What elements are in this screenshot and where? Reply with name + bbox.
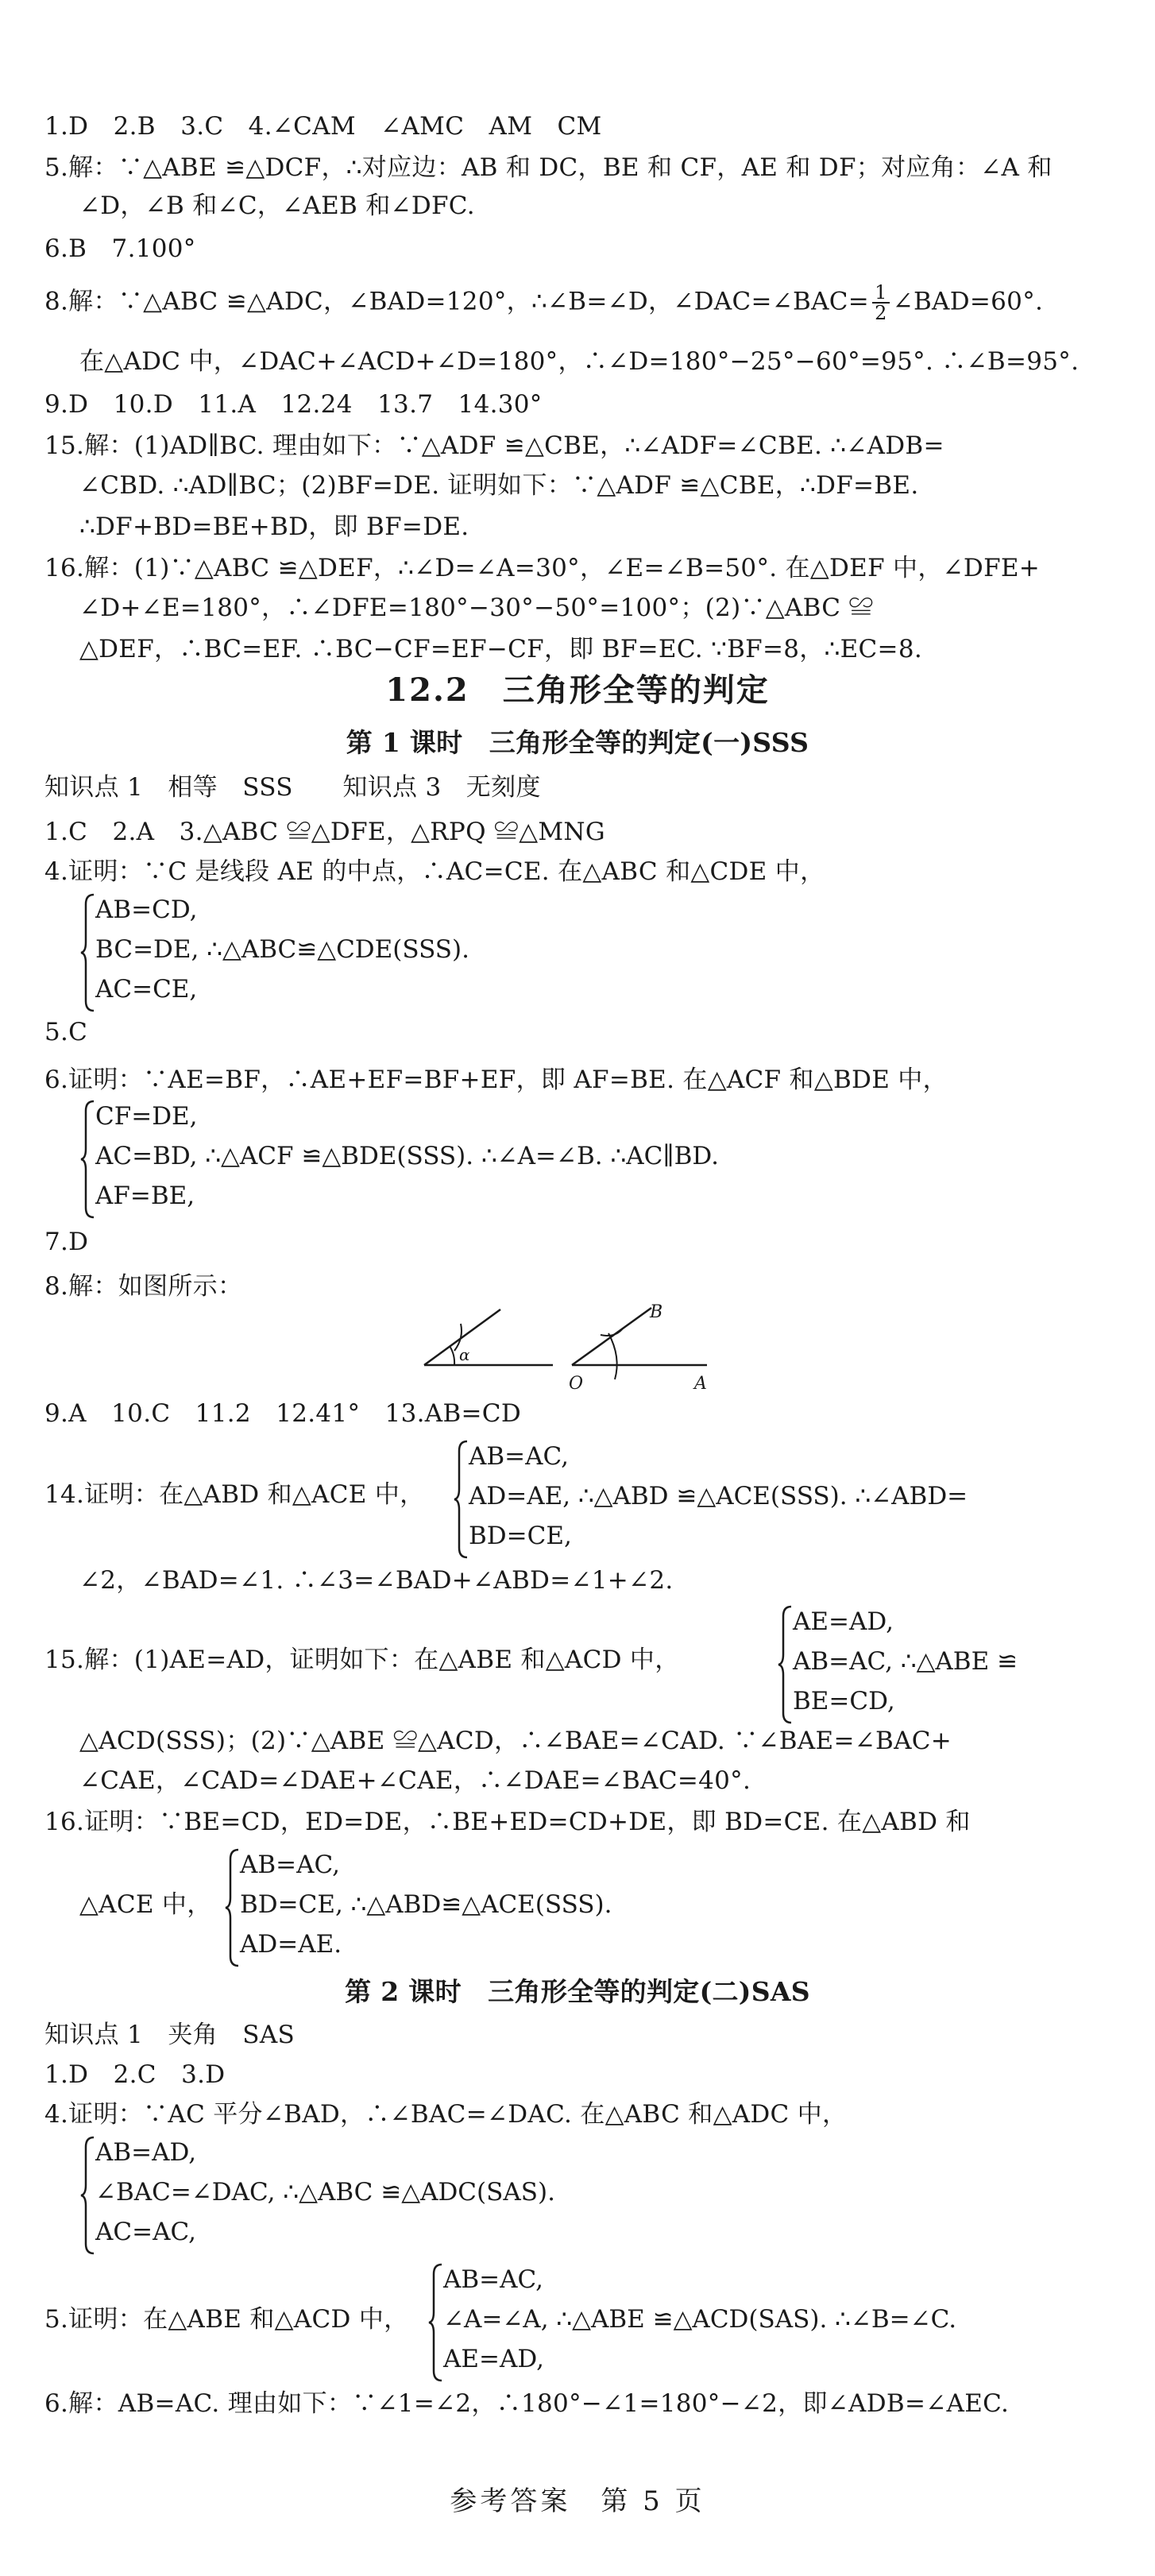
text-line: ∠D+∠E=180°，∴∠DFE=180°−30°−50°=100°；(2)∵△ABC ≌ [79, 594, 874, 622]
point-O-label: O [569, 1374, 584, 1394]
brace-icon [79, 1100, 97, 1219]
text-line: 7.D [44, 1228, 89, 1256]
knowledge-points: 知识点 1 相等 SSS 知识点 3 无刻度 [44, 773, 541, 802]
point-A-label: A [694, 1374, 707, 1394]
text-line: △ACD(SSS)；(2)∵△ABE ≌△ACD，∴∠BAE=∠CAD. ∵∠BAE=∠BAC+ [79, 1727, 952, 1755]
text-line: 9.D 10.D 11.A 12.24 13.7 14.30° [44, 390, 543, 419]
text-line: 4.证明：∵AC 平分∠BAD，∴∠BAC=∠DAC. 在△ABC 和△ADC 中， [44, 2100, 848, 2129]
text-line: 5.C [44, 1018, 88, 1046]
fraction-numerator: 1 [872, 283, 890, 304]
text-line: 8.解：如图所示： [44, 1272, 243, 1301]
text-line: 4.证明：∵C 是线段 AE 的中点，∴AC=CE. 在△ABC 和△CDE 中， [44, 857, 825, 886]
text-line: △ACE 中， [79, 1890, 212, 1919]
text-line: 6.B 7.100° [44, 234, 196, 263]
condition-line: AC=AC, [95, 2218, 196, 2246]
condition-line: BC=DE, ∴△ABC≌△CDE(SSS). [95, 935, 469, 964]
text-line: ∠2，∠BAD=∠1. ∴∠3=∠BAD+∠ABD=∠1+∠2. [79, 1566, 674, 1595]
condition-line: AB=AD, [95, 2138, 197, 2167]
text-line: 1.D 2.B 3.C 4.∠CAM ∠AMC AM CM [44, 112, 602, 141]
condition-line: AE=AD, [443, 2345, 544, 2373]
text-line: 1.D 2.C 3.D [44, 2060, 226, 2089]
equation-system [79, 2134, 794, 2253]
construction-figure [413, 1300, 723, 1395]
text-line: ∠CAE，∠CAD=∠DAE+∠CAE，∴∠DAE=∠BAC=40°. [79, 1766, 751, 1795]
condition-line: AF=BE, [95, 1182, 195, 1210]
condition-line: AB=AC, [443, 2265, 543, 2294]
condition-line: AB=CD, [95, 895, 198, 924]
text-line [44, 283, 1126, 323]
text-line: 5.解：∵△ABE ≌△DCF，∴对应边：AB 和 DC，BE 和 CF，AE 和 DF；对应角：∠A 和 [44, 153, 1053, 182]
equation-system [777, 1603, 1134, 1723]
text-line: ∠D，∠B 和∠C，∠AEB 和∠DFC. [79, 191, 475, 220]
condition-line: AB=AC, ∴△ABE ≌ [793, 1647, 1018, 1676]
alpha-label: α [459, 1345, 470, 1364]
brace-icon [777, 1605, 794, 1724]
brace-icon [453, 1440, 470, 1559]
text-line: ∠CBD. ∴AD∥BC；(2)BF=DE. 证明如下：∵△ADF ≌△CBE，∴DF=BE. [79, 471, 919, 500]
condition-line: BD=CE, ∴△ABD≌△ACE(SSS). [240, 1890, 612, 1919]
equation-system [453, 1438, 1128, 1557]
condition-line: AE=AD, [793, 1607, 894, 1636]
text-line: 9.A 10.C 11.2 12.41° 13.AB=CD [44, 1399, 521, 1428]
knowledge-points: 知识点 1 夹角 SAS [44, 2021, 296, 2049]
arc-mark [601, 1329, 623, 1336]
equation-system [427, 2261, 1142, 2381]
text-line: △DEF，∴BC=EF. ∴BC−CF=EF−CF，即 BF=EC. ∵BF=8，∴EC=8. [79, 635, 922, 663]
condition-line: ∠BAC=∠DAC, ∴△ABC ≌△ADC(SAS). [95, 2178, 555, 2207]
condition-line: BE=CD, [793, 1687, 895, 1715]
text-line: 1.C 2.A 3.△ABC ≌△DFE，△RPQ ≌△MNG [44, 818, 605, 846]
text-line: 14.证明：在△ABD 和△ACE 中， [44, 1480, 425, 1509]
text-line: 16.证明：∵BE=CD，ED=DE，∴BE+ED=CD+DE，即 BD=CE. 在△ABD 和 [44, 1808, 971, 1836]
condition-line: AC=BD, ∴△ACF ≌△BDE(SSS). ∴∠A=∠B. ∴AC∥BD. [95, 1142, 720, 1170]
condition-line: AB=AC, [469, 1442, 569, 1471]
fraction [872, 283, 890, 323]
text-run: 8.解：∵△ABC ≌△ADC，∠BAD=120°，∴∠B=∠D，∠DAC=∠BAC= [44, 287, 870, 316]
angle-alpha-figure [424, 1309, 553, 1365]
brace-icon [224, 1848, 241, 1967]
angle-arc [450, 1346, 454, 1365]
condition-line: AD=AE, ∴△ABD ≌△ACE(SSS). ∴∠ABD= [469, 1482, 968, 1510]
condition-line: BD=CE, [469, 1522, 572, 1550]
text-line: 5.证明：在△ABE 和△ACD 中， [44, 2305, 409, 2334]
brace-icon [427, 2263, 445, 2382]
text-line: 6.证明：∵AE=BF，∴AE+EF=BF+EF，即 AF=BE. 在△ACF 和△BDE 中， [44, 1066, 948, 1094]
text-line: 在△ADC 中，∠DAC+∠ACD+∠D=180°，∴∠D=180°−25°−60°=95°. ∴∠B=95°. [79, 347, 1080, 376]
condition-line: AB=AC, [240, 1851, 340, 1879]
brace-icon [79, 893, 97, 1012]
ray-OB [572, 1308, 651, 1365]
text-line: 15.解：(1)AE=AD，证明如下：在△ABE 和△ACD 中， [44, 1646, 680, 1674]
lesson-title: 第 2 课时 三角形全等的判定(二)SAS [345, 1976, 810, 2007]
page-footer: 参考答案 第 5 页 [450, 2485, 705, 2517]
text-line: ∴DF+BD=BE+BD，即 BF=DE. [79, 512, 469, 541]
copied-angle-figure [569, 1302, 707, 1394]
fraction-denominator: 2 [875, 302, 887, 324]
condition-line: ∠A=∠A, ∴△ABE ≌△ACD(SAS). ∴∠B=∠C. [443, 2305, 957, 2334]
brace-icon [79, 2136, 97, 2255]
equation-system [79, 1098, 874, 1217]
condition-line: CF=DE, [95, 1102, 198, 1131]
condition-line: AC=CE, [95, 975, 198, 1004]
text-run: ∠BAD=60°. [892, 287, 1044, 316]
arc-mark [608, 1333, 617, 1379]
equation-system [224, 1847, 859, 1966]
point-B-label: B [650, 1302, 663, 1322]
section-title: 12.2 三角形全等的判定 [385, 671, 770, 709]
text-line: 15.解：(1)AD∥BC. 理由如下：∵△ADF ≌△CBE，∴∠ADF=∠CBE. ∴∠ADB= [44, 431, 944, 460]
lesson-title: 第 1 课时 三角形全等的判定(一)SSS [346, 727, 809, 758]
condition-line: AD=AE. [240, 1930, 342, 1959]
text-line: 6.解：AB=AC. 理由如下：∵∠1=∠2，∴180°−∠1=180°−∠2，即∠ADB=∠AEC. [44, 2389, 1010, 2418]
text-line: 16.解：(1)∵△ABC ≌△DEF，∴∠D=∠A=30°，∠E=∠B=50°. 在△DEF 中，∠DFE+ [44, 554, 1041, 582]
equation-system [79, 892, 715, 1011]
